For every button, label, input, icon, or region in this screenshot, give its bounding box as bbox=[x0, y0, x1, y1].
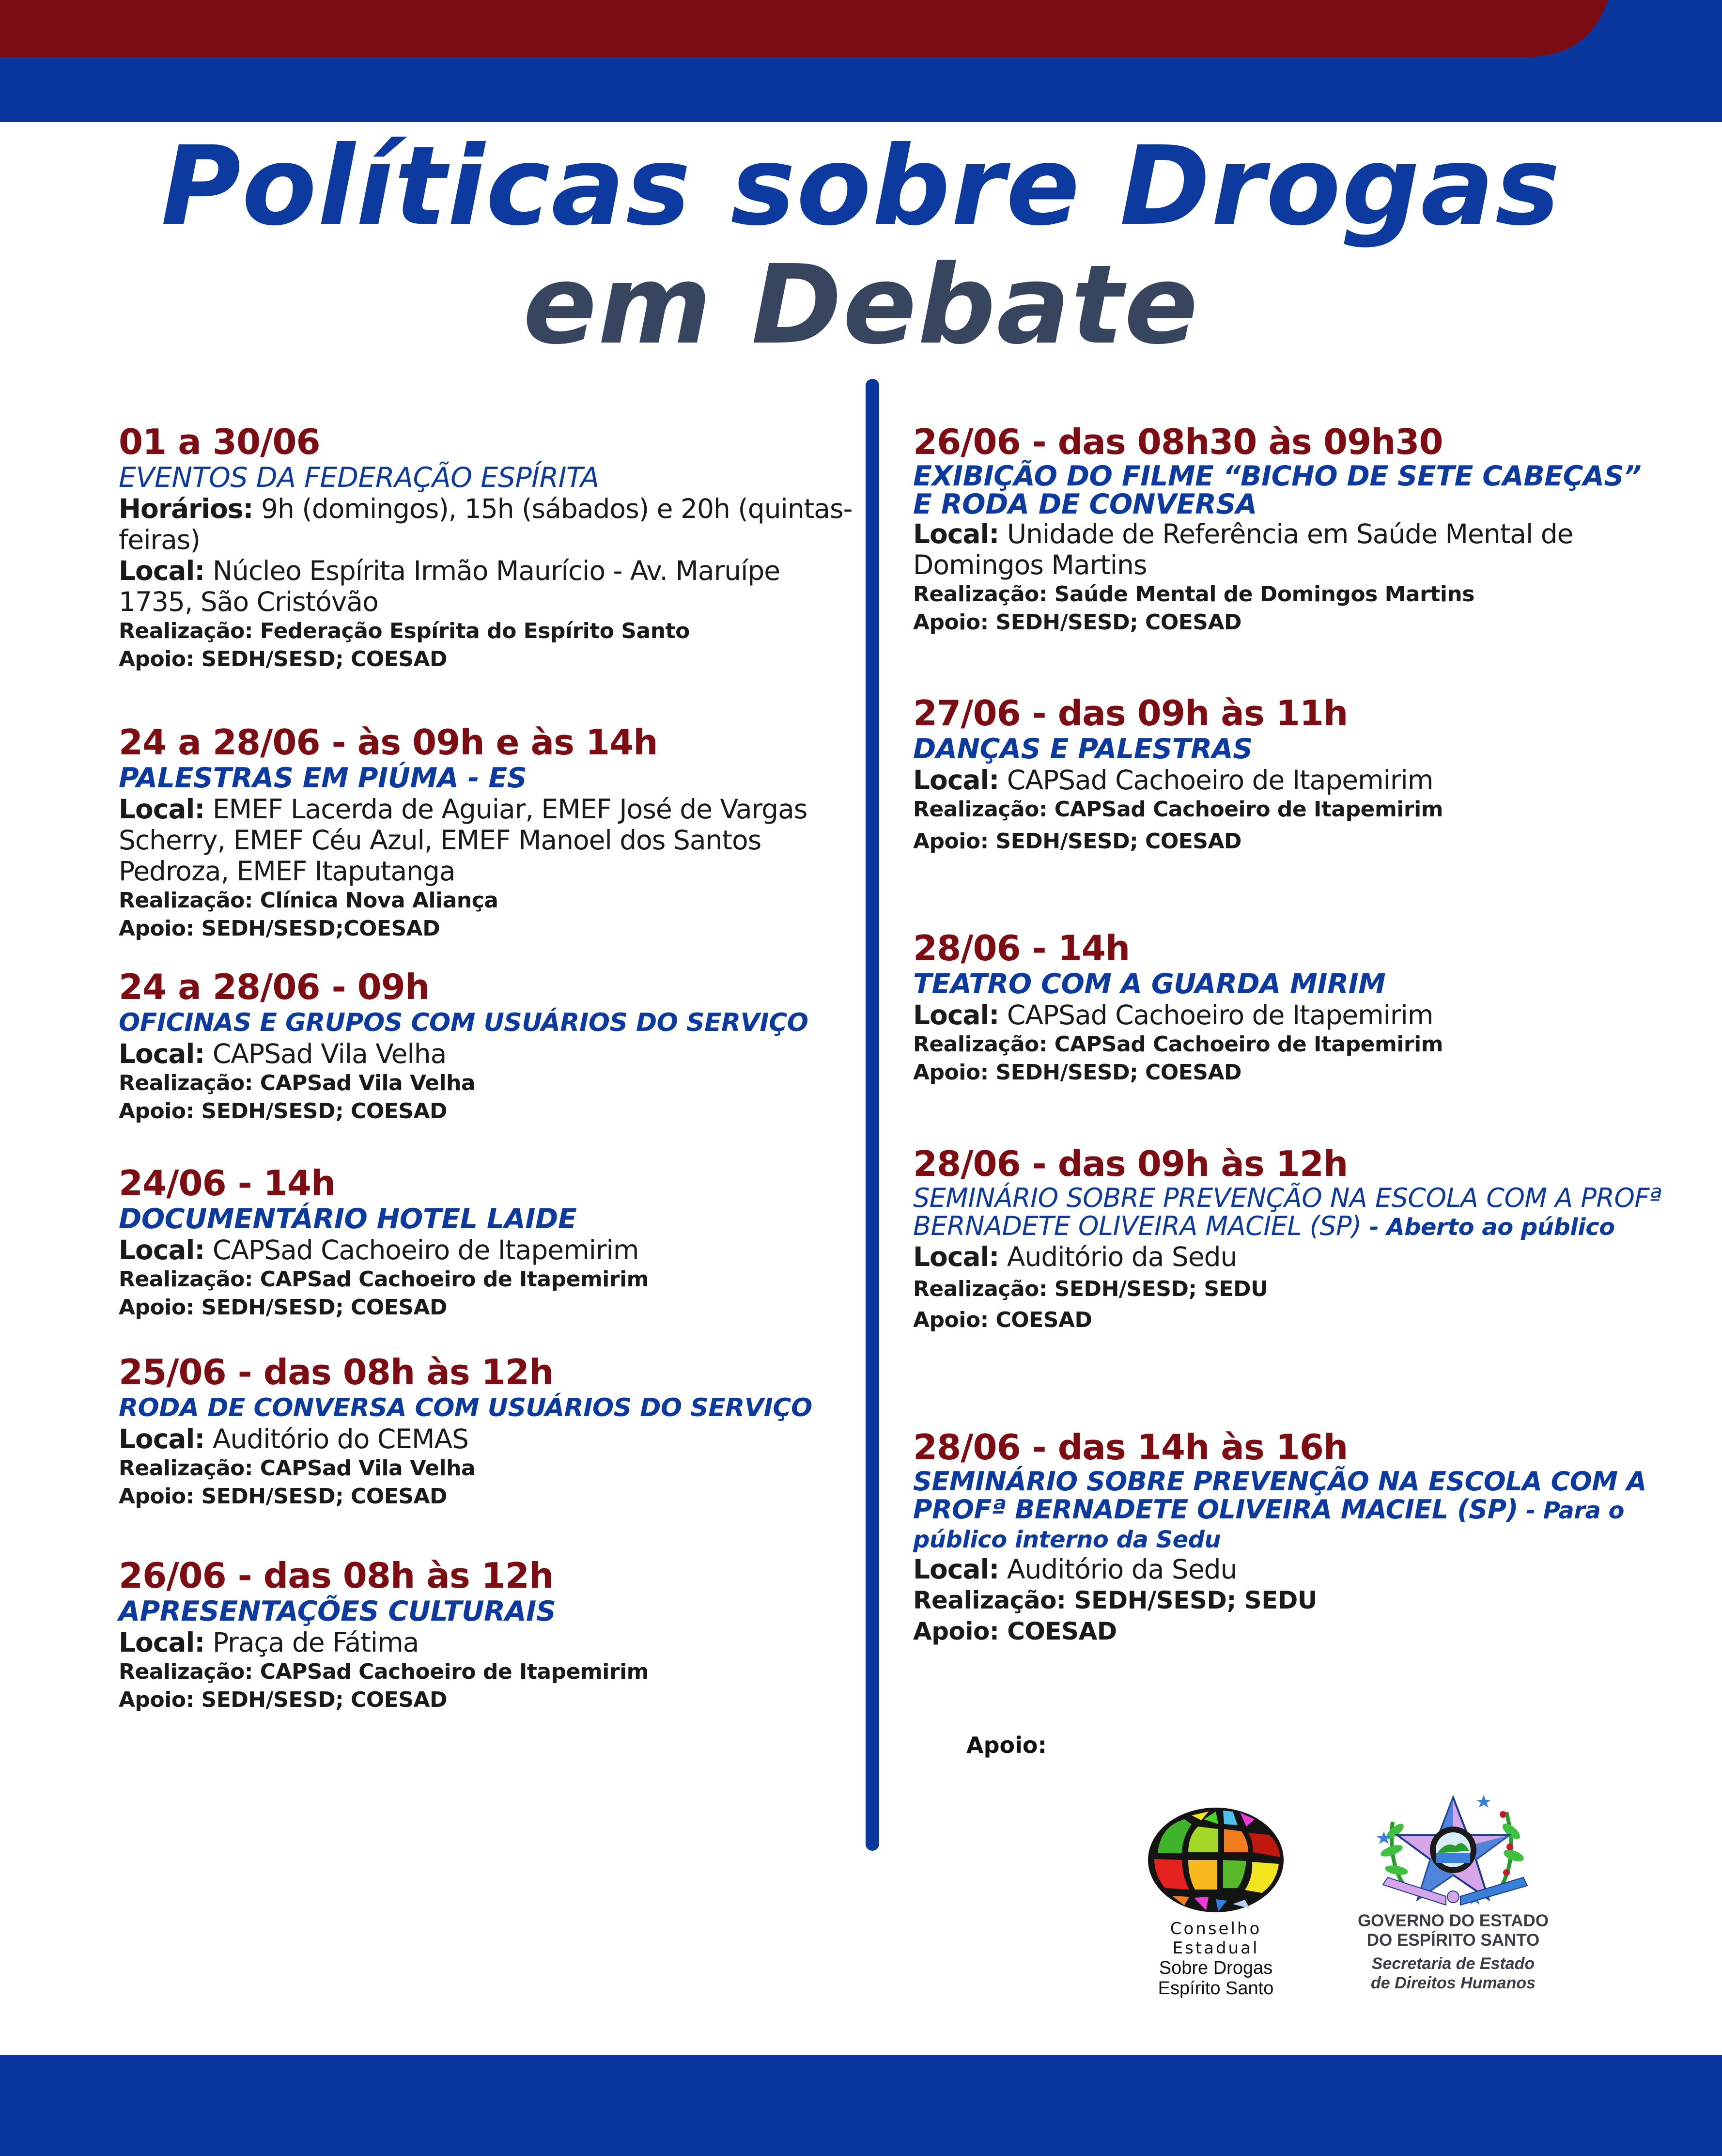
coesad-logo bbox=[1133, 1805, 1298, 1999]
gov-line1: GOVERNO DO ESTADO bbox=[1357, 1911, 1549, 1930]
event-item bbox=[913, 928, 1669, 1087]
gov-line2: DO ESPÍRITO SANTO bbox=[1366, 1931, 1540, 1950]
location-value: CAPSad Cachoeiro de Itapemirim bbox=[1007, 1000, 1433, 1031]
event-support: Apoio: SEDH/SESD; COESAD bbox=[119, 1099, 448, 1124]
location-value: Unidade de Referência em Saúde Mental de Domingos Martins bbox=[913, 518, 1573, 580]
event-support: Apoio: SEDH/SESD; COESAD bbox=[119, 647, 448, 672]
event-item bbox=[913, 1143, 1669, 1334]
location-value: CAPSad Vila Velha bbox=[212, 1038, 447, 1069]
event-location bbox=[913, 1554, 1669, 1585]
event-item bbox=[913, 693, 1669, 856]
location-label: Local: bbox=[913, 518, 999, 549]
location-value: Auditório do CEMAS bbox=[212, 1423, 468, 1454]
event-organizer: Realização: Saúde Mental de Domingos Martins bbox=[913, 582, 1474, 607]
event-date: 25/06 - das 08h às 12h bbox=[119, 1352, 554, 1392]
event-title: EVENTOS DA FEDERAÇÃO ESPÍRITA bbox=[119, 462, 599, 494]
location-label: Local: bbox=[913, 1241, 999, 1272]
event-date: 27/06 - das 09h às 11h bbox=[913, 693, 1348, 734]
event-location bbox=[913, 765, 1669, 796]
location-label: Local: bbox=[119, 794, 205, 825]
location-label: Local: bbox=[119, 555, 205, 586]
event-support: Apoio: SEDH/SESD;COESAD bbox=[119, 916, 440, 941]
event-item bbox=[119, 967, 855, 1125]
location-label: Local: bbox=[913, 1554, 999, 1585]
event-location bbox=[119, 1423, 855, 1454]
event-item bbox=[119, 1555, 855, 1714]
location-value: CAPSad Cachoeiro de Itapemirim bbox=[212, 1234, 639, 1265]
event-organizer: Realização: CAPSad Cachoeiro de Itapemirim bbox=[913, 1032, 1443, 1057]
event-support: Apoio: SEDH/SESD; COESAD bbox=[119, 1687, 448, 1712]
government-logo bbox=[1351, 1793, 1555, 1993]
gov-line4: de Direitos Humanos bbox=[1370, 1974, 1536, 1992]
globe-icon bbox=[1146, 1805, 1286, 1915]
coesad-line3: Espírito Santo bbox=[1158, 1978, 1274, 1999]
header-red-band bbox=[0, 0, 1722, 122]
coesad-line1: Conselho Estadual bbox=[1170, 1919, 1262, 1958]
event-item bbox=[119, 1352, 855, 1511]
event-title: APRESENTAÇÕES CULTURAIS bbox=[119, 1595, 556, 1627]
event-title: EXIBIÇÃO DO FILME “BICHO DE SETE CABEÇAS” E RODA DE CONVERSA bbox=[913, 460, 1642, 520]
event-organizer: Realização: CAPSad Cachoeiro de Itapemirim bbox=[119, 1267, 649, 1292]
event-support: Apoio: SEDH/SESD; COESAD bbox=[119, 1484, 448, 1509]
event-date: 28/06 - das 09h às 12h bbox=[913, 1143, 1348, 1184]
event-title: PALESTRAS EM PIÚMA - ES bbox=[119, 762, 527, 794]
event-date: 24 a 28/06 - 09h bbox=[119, 967, 430, 1007]
event-support: Apoio: SEDH/SESD; COESAD bbox=[913, 829, 1242, 854]
event-item bbox=[913, 422, 1669, 637]
event-support: Apoio: SEDH/SESD; COESAD bbox=[913, 1060, 1242, 1085]
column-divider bbox=[866, 379, 879, 1851]
event-title-note: - Aberto ao público bbox=[1361, 1214, 1615, 1241]
footer-blue-band bbox=[0, 2055, 1722, 2156]
event-organizer: Realização: CAPSad Cachoeiro de Itapemirim bbox=[119, 1659, 649, 1684]
schedule-label: Horários: bbox=[119, 493, 253, 524]
event-location bbox=[119, 794, 855, 887]
event-title bbox=[913, 1468, 1669, 1554]
event-item bbox=[119, 1163, 855, 1322]
event-location bbox=[913, 518, 1669, 580]
event-organizer: Realização: CAPSad Vila Velha bbox=[119, 1071, 476, 1095]
location-value: Auditório da Sedu bbox=[1007, 1241, 1237, 1272]
location-label: Local: bbox=[119, 1627, 205, 1658]
location-label: Local: bbox=[119, 1038, 205, 1069]
event-item bbox=[913, 1427, 1669, 1647]
event-organizer: Realização: SEDH/SESD; SEDU bbox=[913, 1586, 1318, 1614]
event-item bbox=[119, 422, 855, 673]
location-value: Praça de Fátima bbox=[212, 1627, 419, 1658]
event-date: 26/06 - das 08h30 às 09h30 bbox=[913, 422, 1443, 462]
coat-of-arms-icon bbox=[1373, 1793, 1533, 1911]
event-title: TEATRO COM A GUARDA MIRIM bbox=[913, 968, 1386, 1000]
event-date: 24/06 - 14h bbox=[119, 1163, 336, 1203]
location-label: Local: bbox=[119, 1423, 205, 1454]
event-date: 24 a 28/06 - às 09h e às 14h bbox=[119, 722, 658, 763]
event-title-main: SEMINÁRIO SOBRE PREVENÇÃO NA ESCOLA COM A PROFª BERNADETE OLIVEIRA MACIEL (SP) bbox=[913, 1466, 1647, 1525]
event-support: Apoio: SEDH/SESD; COESAD bbox=[119, 1295, 448, 1320]
location-value: EMEF Lacerda de Aguiar, EMEF José de Vargas Scherry, EMEF Céu Azul, EMEF Manoel dos Santos Pedroza, EMEF Itaputanga bbox=[119, 794, 807, 887]
event-date: 26/06 - das 08h às 12h bbox=[119, 1555, 554, 1596]
event-title: DANÇAS E PALESTRAS bbox=[913, 733, 1253, 765]
event-location bbox=[119, 555, 855, 617]
location-label: Local: bbox=[913, 765, 999, 796]
event-support: Apoio: COESAD bbox=[913, 1308, 1092, 1332]
location-label: Local: bbox=[119, 1234, 205, 1265]
event-organizer: Realização: CAPSad Vila Velha bbox=[119, 1456, 476, 1481]
location-label: Local: bbox=[913, 1000, 999, 1031]
event-schedule bbox=[119, 493, 855, 555]
location-value: Auditório da Sedu bbox=[1007, 1554, 1237, 1585]
event-organizer: Realização: Clínica Nova Aliança bbox=[119, 888, 498, 913]
location-value: CAPSad Cachoeiro de Itapemirim bbox=[1007, 765, 1433, 796]
event-date: 01 a 30/06 bbox=[119, 422, 320, 462]
event-location bbox=[913, 1000, 1669, 1031]
event-title: OFICINAS E GRUPOS COM USUÁRIOS DO SERVIÇO bbox=[119, 1008, 808, 1037]
event-title-main: SEMINÁRIO SOBRE PREVENÇÃO NA ESCOLA COM A PROFª BERNADETE OLIVEIRA MACIEL (SP) bbox=[913, 1183, 1661, 1241]
gov-line3: Secretaria de Estado bbox=[1371, 1954, 1535, 1973]
event-organizer: Realização: CAPSad Cachoeiro de Itapemirim bbox=[913, 797, 1443, 822]
page-title-line1: Políticas sobre Drogas bbox=[161, 123, 1561, 250]
event-date: 28/06 - das 14h às 16h bbox=[913, 1427, 1348, 1468]
event-support: Apoio: SEDH/SESD; COESAD bbox=[913, 610, 1242, 635]
schedule-value: 9h (domingos), 15h (sábados) e 20h (quintas-feiras) bbox=[119, 493, 853, 555]
location-value: Núcleo Espírita Irmão Maurício - Av. Maruípe 1735, São Cristóvão bbox=[119, 555, 780, 617]
event-organizer: Realização: SEDH/SESD; SEDU bbox=[913, 1277, 1268, 1301]
event-location bbox=[119, 1234, 855, 1265]
event-location bbox=[119, 1038, 855, 1069]
support-label: Apoio: bbox=[966, 1732, 1047, 1758]
event-organizer: Realização: Federação Espírita do Espírito Santo bbox=[119, 619, 690, 643]
event-title: RODA DE CONVERSA COM USUÁRIOS DO SERVIÇO bbox=[119, 1393, 812, 1422]
event-location bbox=[913, 1241, 1669, 1272]
event-location bbox=[119, 1627, 855, 1658]
event-title: DOCUMENTÁRIO HOTEL LAIDE bbox=[119, 1203, 577, 1235]
event-item bbox=[119, 722, 855, 943]
event-date: 28/06 - 14h bbox=[913, 928, 1130, 969]
coesad-line2: Sobre Drogas bbox=[1159, 1958, 1273, 1978]
page-title-line2: em Debate bbox=[523, 242, 1199, 369]
event-title bbox=[913, 1184, 1669, 1241]
event-support: Apoio: COESAD bbox=[913, 1617, 1117, 1645]
event-title-note: - Para o público interno da Sedu bbox=[913, 1497, 1625, 1553]
